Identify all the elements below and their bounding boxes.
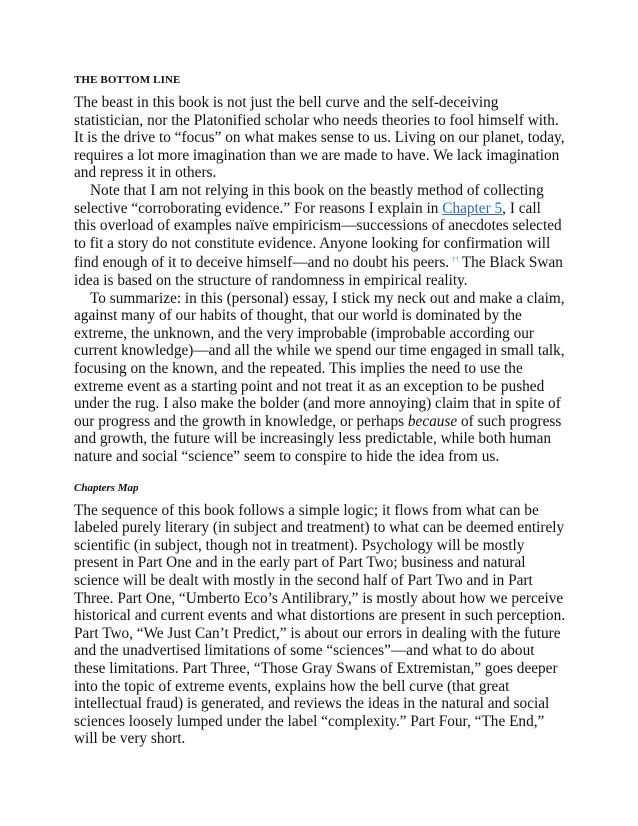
paragraph-text-start: To summarize: in this (personal) essay, I stick my neck out and make a claim, against many of our habits of thought, that our world is dominated by the extreme, the unknown, and the very improbable (improbable according our current knowledge)—and all the while we spend our time engaged in small talk, focusing on the known, and the repeated. This implies the need to use the extreme event as a starting point and not treat it as an exception to be pushed under the rug. I also make the bolder (and more annoying) claim that in spite of our progress and the growth in knowledge, or perhaps xyxy=(74,289,565,430)
paragraph-summarize xyxy=(74,290,566,466)
paragraph-text-middle: , I call this overload of examples naïve empiricism—successions of anecdotes selected to fit a story do not constitute evidence. Anyone looking for confirmation will find enough of it to deceive himself—and no doubt his peers. xyxy=(74,199,562,272)
paragraph-text-start: Note that I am not relying in this book on the beastly method of collecting selective “corroborating evidence.” For reasons I explain in xyxy=(74,181,544,217)
paragraph-beast: The beast in this book is not just the bell curve and the self-deceiving statistician, nor the Platonified scholar who needs theories to fool himself with. It is the drive to “focus” on what makes sense to us. Living on our planet, today, requires a lot more imagination than we are made to have. We lack imagination and repress it in others. xyxy=(74,94,565,182)
paragraph-chapters-map: The sequence of this book follows a simple logic; it flows from what can be labeled purely literary (in subject and treatment) to what can be deemed entirely scientific (in subject, though not in treatment). Psychology will be mostly present in Part One and in the early part of Part Two; business and natural science will be dealt with mostly in the second half of Part Two and in Part Three. Part One, “Umberto Eco’s Antilibrary,” is mostly about how we perceive historical and current events and what distortions are present in such perception. Part Two, “We Just Can’t Predict,” is about our errors in dealing with the future and the unadvertised limitations of some “sciences”—and what to do about these limitations. Part Three, “Those Gray Swans of Extremistan,” goes deeper into the topic of extreme events, explains how the bell curve (that great intellectual fraud) is generated, and reviews the ideas in the natural and social sciences loosely lumped under the label “complexity.” Part Four, “The End,” will be very short. xyxy=(74,501,566,748)
section-heading-chapters-map: Chapters Map xyxy=(74,481,139,494)
paragraph-text-end: of such progress and growth, the future will be increasingly less predictable, while both human nature and social “science” seem to conspire to hide the idea from us. xyxy=(74,412,562,465)
emphasis-because: because xyxy=(407,412,458,430)
paragraph-text-end: The Black Swan idea is based on the structure of randomness in empirical reality. xyxy=(74,254,563,290)
paragraph-corroborating-evidence xyxy=(74,182,566,290)
section-heading-bottom-line: THE BOTTOM LINE xyxy=(74,74,181,86)
footnote-marker[interactable]: †† xyxy=(452,257,459,264)
chapter-5-link[interactable]: Chapter 5 xyxy=(442,199,503,217)
document-page xyxy=(74,72,566,748)
